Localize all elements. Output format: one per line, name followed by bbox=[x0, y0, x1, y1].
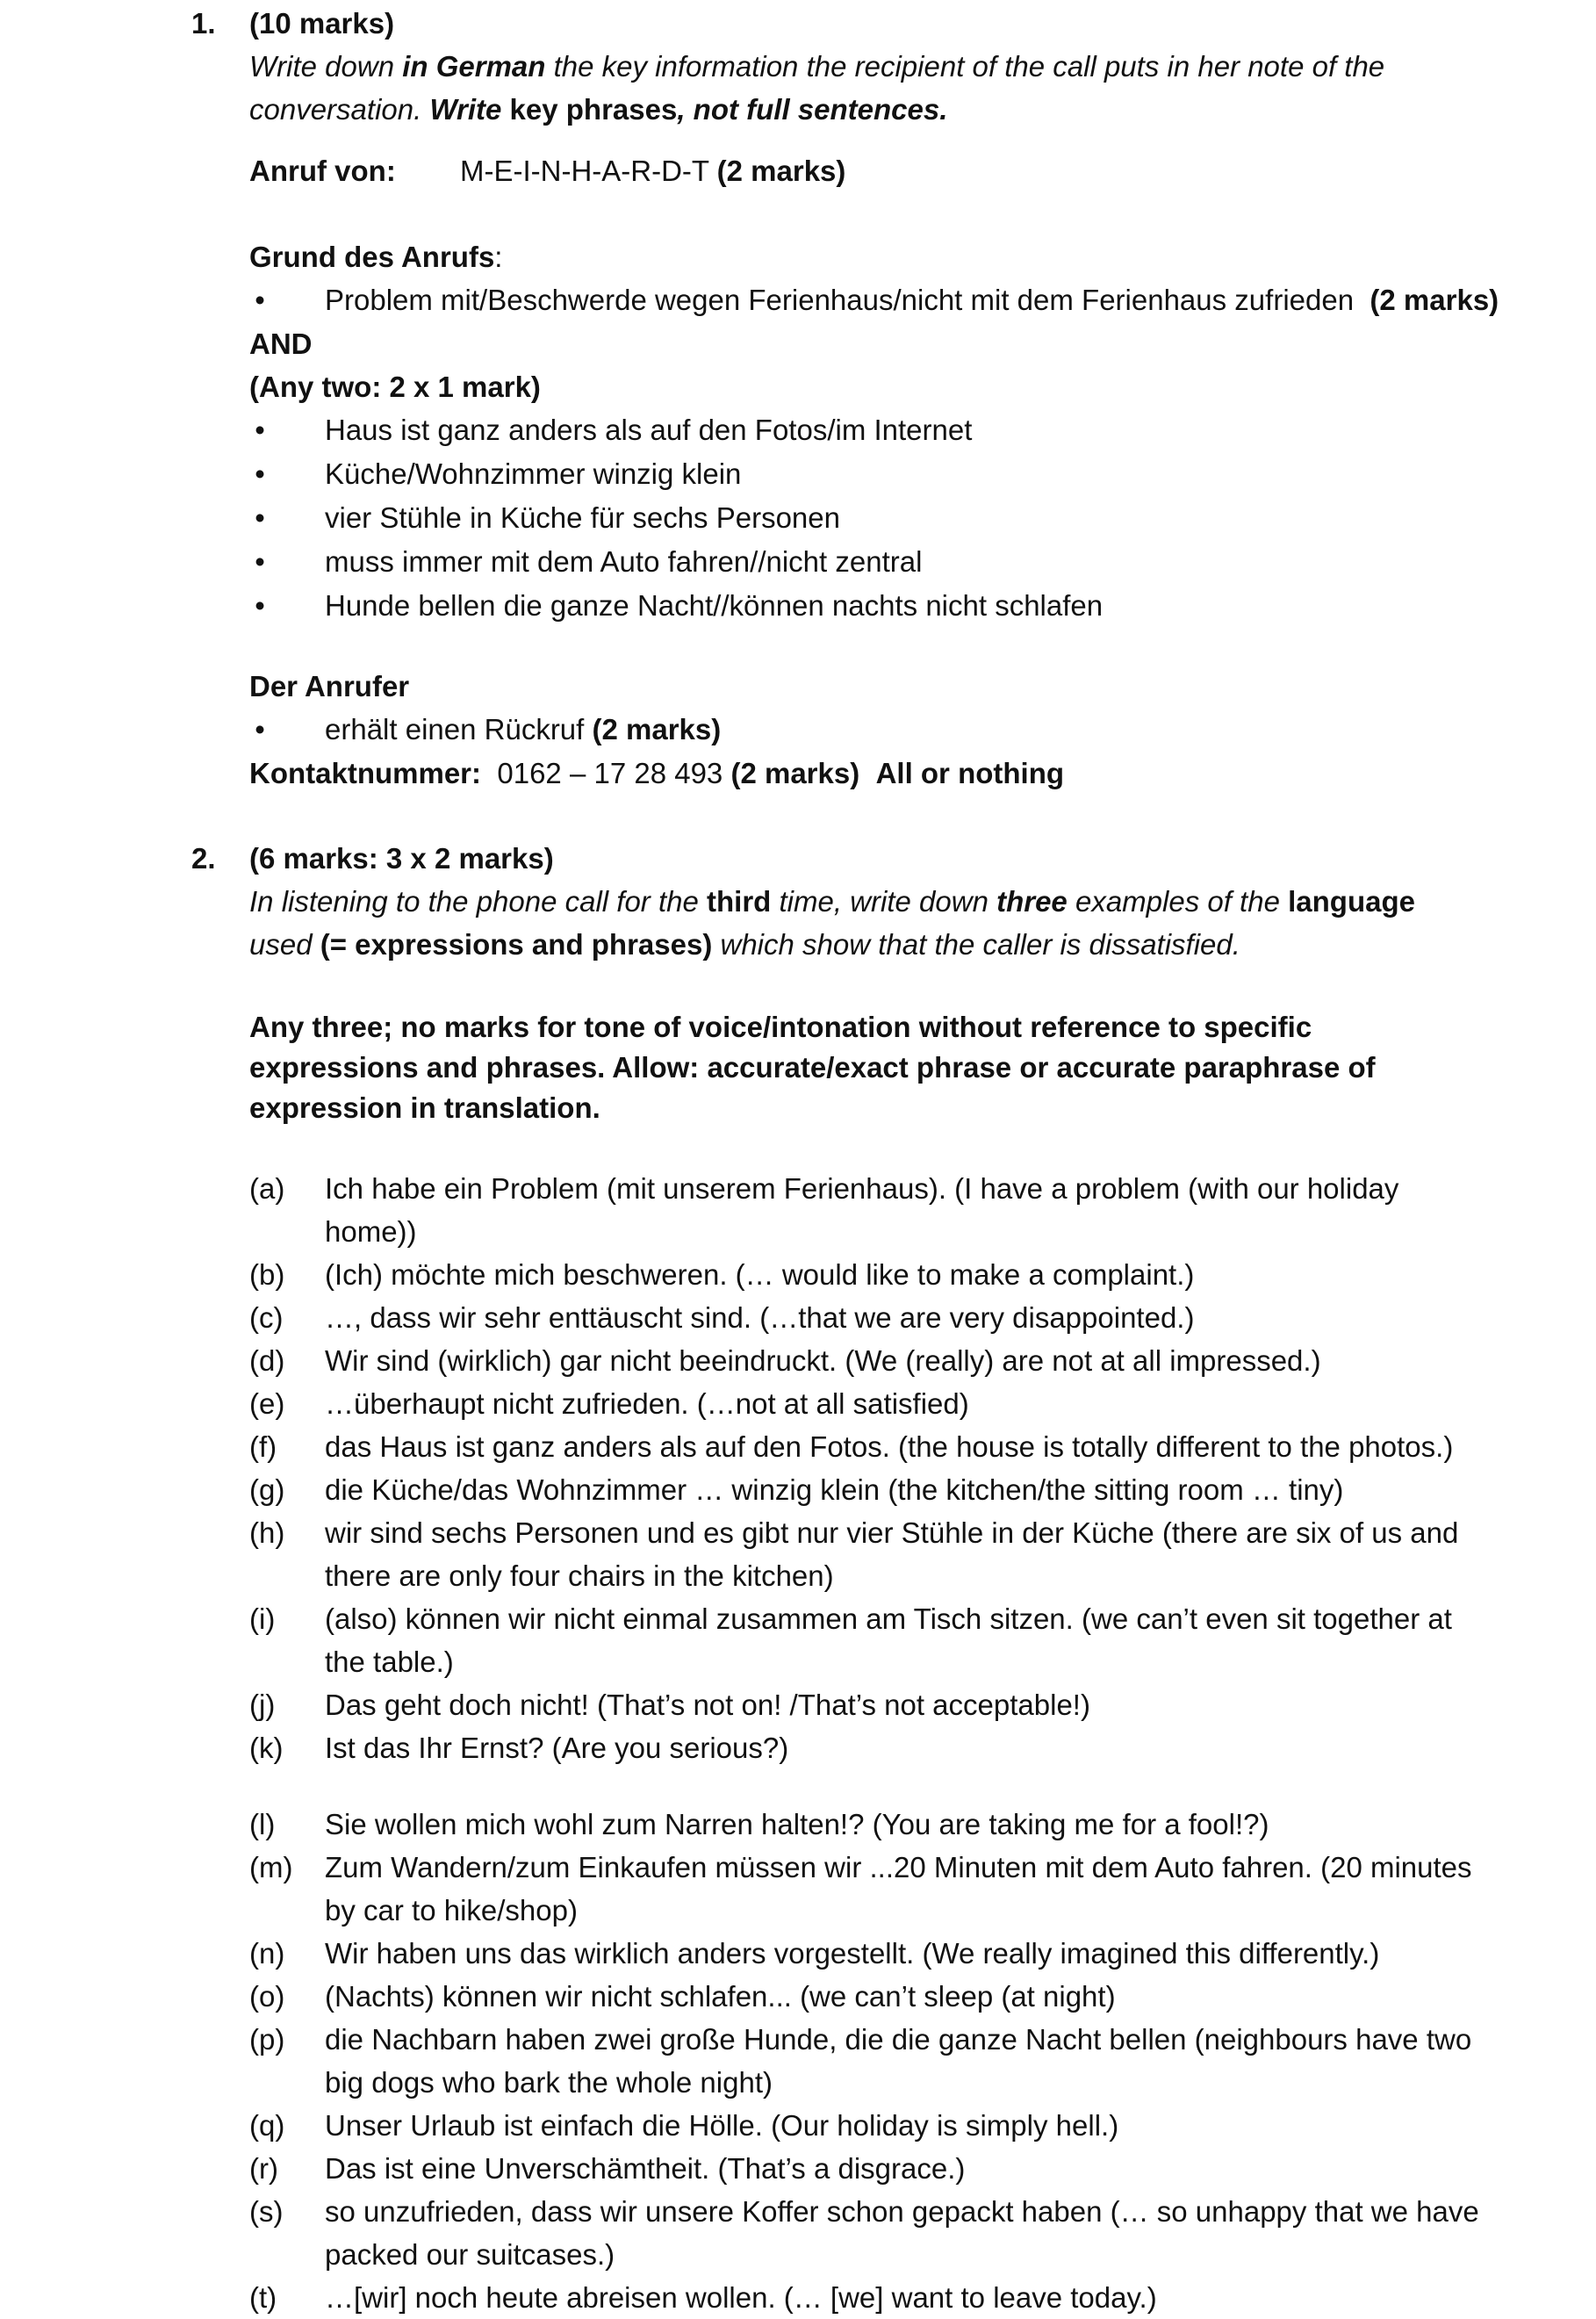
question-2 bbox=[249, 837, 1513, 966]
question-1-instruction-line-2: conversation. Write key phrases, not full sentences. bbox=[249, 93, 948, 126]
list-item: (p) die Nachbarn haben zwei große Hunde, die die ganze Nacht bellen (neighbours have two big dogs who bark the whole night) bbox=[249, 2023, 1472, 2099]
list-item: (n) Wir haben uns das wirklich anders vorgestellt. (We really imagined this differently.) bbox=[249, 1937, 1380, 1970]
list-item: (t) …[wir] noch heute abreisen wollen. (… [we] want to leave today.) bbox=[249, 2281, 1157, 2314]
question-1-number: 1. bbox=[191, 7, 216, 40]
reason-item: • Hunde bellen die ganze Nacht//können nachts nicht schlafen bbox=[249, 584, 1513, 628]
caller-label: Anruf von: bbox=[249, 155, 396, 187]
list-item: (s) so unzufrieden, dass wir unsere Koffer schon gepackt haben (… so unhappy that we have packed our suitcases.) bbox=[249, 2195, 1479, 2271]
reason-item: • muss immer mit dem Auto fahren//nicht zentral bbox=[249, 540, 1513, 584]
bullet-icon: • bbox=[255, 713, 265, 745]
list-item: (c) …, dass wir sehr enttäuscht sind. (…that we are very disappointed.) bbox=[249, 1301, 1195, 1334]
bullet-icon: • bbox=[255, 414, 265, 446]
bullet-icon: • bbox=[255, 501, 265, 534]
and-label: AND bbox=[249, 328, 313, 360]
list-item: (l) Sie wollen mich wohl zum Narren halten!? (You are taking me for a fool!?) bbox=[249, 1808, 1269, 1840]
caller-marks: (2 marks) bbox=[716, 155, 846, 187]
list-item: (a) Ich habe ein Problem (mit unserem Ferienhaus). (I have a problem (with our holiday home)) bbox=[249, 1172, 1399, 1248]
bullet-icon: • bbox=[255, 589, 265, 622]
reason-item: • vier Stühle in Küche für sechs Personen bbox=[249, 496, 1513, 540]
list-item: (k) Ist das Ihr Ernst? (Are you serious?) bbox=[249, 1732, 789, 1764]
caller-section bbox=[249, 665, 1513, 795]
question-1-marks: (10 marks) bbox=[249, 7, 395, 40]
examples-list bbox=[249, 1167, 1496, 2319]
list-item: (m) Zum Wandern/zum Einkaufen müssen wir ...20 Minuten mit dem Auto fahren. (20 minutes by car to hike/shop) bbox=[249, 1851, 1472, 1926]
question-2-marks: (6 marks: 3 x 2 marks) bbox=[249, 842, 554, 875]
list-item: (h) wir sind sechs Personen und es gibt nur vier Stühle in der Küche (there are six of us and there are only four chairs in the kitchen) bbox=[249, 1516, 1459, 1592]
contact-number-row: Kontaktnummer: 0162 – 17 28 493 (2 marks) All or nothing bbox=[249, 757, 1065, 789]
callback-item: • erhält einen Rückruf (2 marks) bbox=[249, 708, 1513, 752]
reason-item: • Haus ist ganz anders als auf den Fotos/im Internet bbox=[249, 408, 1513, 452]
marking-note: Any three; no marks for tone of voice/intonation without reference to specific expressions and phrases. Allow: accurate/exact phrase or accurate paraphrase of expression in translation. bbox=[249, 1011, 1376, 1124]
question-1 bbox=[249, 2, 1513, 131]
question-2-instruction-line-1: In listening to the phone call for the third time, write down three examples of the language bbox=[249, 885, 1415, 918]
reason-heading: Grund des Anrufs: bbox=[249, 241, 503, 273]
list-item: (r) Das ist eine Unverschämtheit. (That’s a disgrace.) bbox=[249, 2152, 966, 2185]
caller-section-heading: Der Anrufer bbox=[249, 670, 410, 702]
bullet-icon: • bbox=[255, 545, 265, 578]
caller-row bbox=[249, 149, 1513, 192]
list-item: (j) Das geht doch nicht! (That’s not on! /That’s not acceptable!) bbox=[249, 1689, 1090, 1721]
bullet-icon: • bbox=[255, 457, 265, 490]
contact-number: 0162 – 17 28 493 bbox=[497, 757, 723, 789]
reason-item: • Küche/Wohnzimmer winzig klein bbox=[249, 452, 1513, 496]
caller-name: M-E-I-N-H-A-R-D-T bbox=[460, 155, 709, 187]
list-item: (q) Unser Urlaub ist einfach die Hölle. (Our holiday is simply hell.) bbox=[249, 2109, 1119, 2142]
list-item: (o) (Nachts) können wir nicht schlafen... (we can’t sleep (at night) bbox=[249, 1980, 1116, 2013]
list-item: (e) …überhaupt nicht zufrieden. (…not at all satisfied) bbox=[249, 1387, 969, 1420]
list-item: (i) (also) können wir nicht einmal zusammen am Tisch sitzen. (we can’t even sit together at the table.) bbox=[249, 1602, 1452, 1678]
question-2-instruction-line-2: used (= expressions and phrases) which show that the caller is dissatisfied. bbox=[249, 928, 1240, 961]
list-item: (g) die Küche/das Wohnzimmer … winzig klein (the kitchen/the sitting room … tiny) bbox=[249, 1473, 1344, 1506]
any-two-label: (Any two: 2 x 1 mark) bbox=[249, 371, 541, 403]
bullet-icon: • bbox=[255, 284, 265, 316]
list-item: (b) (Ich) möchte mich beschweren. (… would like to make a complaint.) bbox=[249, 1258, 1195, 1291]
question-1-instruction-line-1: Write down in German the key information the recipient of the call puts in her note of the bbox=[249, 50, 1385, 83]
question-2-number: 2. bbox=[191, 842, 216, 875]
reason-main-item: • Problem mit/Beschwerde wegen Ferienhaus/nicht mit dem Ferienhaus zufrieden (2 marks) bbox=[249, 278, 1513, 322]
reason-section bbox=[249, 235, 1513, 628]
list-item: (d) Wir sind (wirklich) gar nicht beeindruckt. (We (really) are not at all impressed.) bbox=[249, 1344, 1321, 1377]
list-item: (f) das Haus ist ganz anders als auf den Fotos. (the house is totally different to the photos.) bbox=[249, 1430, 1454, 1463]
